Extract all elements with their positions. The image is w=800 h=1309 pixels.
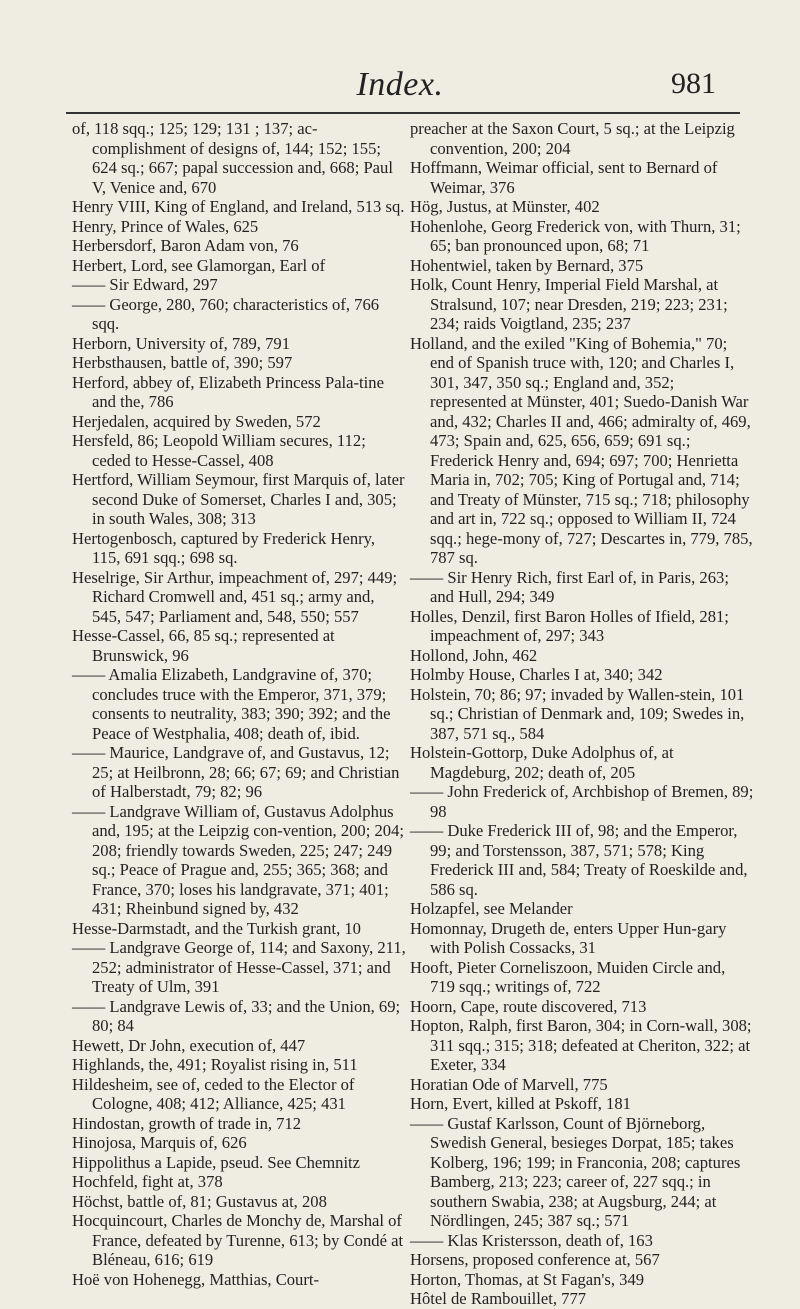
index-entry: —— Landgrave George of, 114; and Saxony, 211, 252; administrator of Hesse-Cassel, 371; and Treaty of Ulm, 391 [72,938,406,996]
index-entry: Homonnay, Drugeth de, enters Upper Hun-gary with Polish Cossacks, 31 [410,918,727,957]
index-entry: Holmby House, Charles I at, 340; 342 [410,665,663,684]
index-entry: —— Gustaf Karlsson, Count of Björneborg, Swedish General, besieges Dorpat, 185; takes Kolberg, 196; 199; in Franconia, 208; captures Bamberg, 213; 223; career of, 227 sqq.; in southern Swabia, 238; at Augsburg, 244; at Nördlingen, 245; 387 sq.; 571 [410,1113,741,1230]
index-entry: —— Landgrave Lewis of, 33; and the Union, 69; 80; 84 [72,996,401,1035]
index-entry: Hoë von Hohenegg, Matthias, Court- [72,1269,320,1289]
index-entry: Hocquincourt, Charles de Monchy de, Marshal of France, defeated by Turenne, 613; by Condé at Bléneau, 616; 619 [72,1211,404,1269]
index-entry: Holstein, 70; 86; 97; invaded by Wallen-stein, 101 sq.; Christian of Denmark and, 109; Swedes in, 387, 571 sq., 584 [410,684,745,743]
index-entry: —— Sir Edward, 297 [72,275,218,294]
index-entry: Hög, Justus, at Münster, 402 [410,197,600,216]
index-entry: Hoffmann, Weimar official, sent to Bernard of Weimar, 376 [410,158,718,197]
index-entry: Horsens, proposed conference at, 567 [410,1250,660,1269]
index-entry: Holland, and the exiled "King of Bohemia," 70; end of Spanish truce with, 120; and Charles I, 301, 347, 350 sq.; England and, 352; represented at Münster, 401; Suedo-Danish War and, 432; Charles II and, 466; admiralty of, 469, 473; Spain and, 625, 656, 659; 691 sq.; Frederick Henry and, 694; 697; 700; Henrietta Maria in, 702; 705; King of Portugal and, 714; and Treaty of Münster, 715 sq.; 718; philosophy and art in, 722 sq.; opposed to William II, 724 sqq.; hege-mony of, 727; Descartes in, 779, 785, 787 sq. [410,333,753,567]
index-entry: Highlands, the, 491; Royalist rising in, 511 [72,1055,358,1074]
index-entry: Herbert, Lord, see Glamorgan, Earl of [72,255,326,275]
index-entry: —— John Frederick of, Archbishop of Bremen, 89; 98 [410,782,754,821]
index-entry: Hoorn, Cape, route discovered, 713 [410,996,647,1016]
index-entry: Hollond, John, 462 [410,645,538,665]
index-entry: Herbersdorf, Baron Adam von, 76 [72,236,299,255]
index-entry: Hildesheim, see of, ceded to the Elector of Cologne, 408; 412; Alliance, 425; 431 [72,1074,355,1113]
index-entry: Holstein-Gottorp, Duke Adolphus of, at Magdeburg, 202; death of, 205 [410,743,674,782]
index-entry: Horton, Thomas, at St Fagan's, 349 [410,1269,645,1289]
index-entry: Hochfeld, fight at, 378 [72,1172,223,1191]
index-entry: Holzapfel, see Melander [410,899,573,918]
page-number: 981 [671,67,716,100]
index-entry: Hewett, Dr John, execution of, 447 [72,1035,306,1055]
index-entry: Holk, Count Henry, Imperial Field Marshal, at Stralsund, 107; near Dresden, 219; 223; 231; 234; raids Voigtland, 235; 237 [410,275,728,333]
index-entry: Herjedalen, acquired by Sweden, 572 [72,411,321,431]
index-entry: —— Landgrave William of, Gustavus Adolphus and, 195; at the Leipzig con-vention, 200; 204; 208; friendly towards Sweden, 225; 247; 249 sq.; Peace of Prague and, 255; 365; 368; and France, 370; loses his landgravate, 371; 401; 431; Rheinbund signed by, 432 [72,801,404,918]
index-entry: —— Maurice, Landgrave of, and Gustavus, 12; 25; at Heilbronn, 28; 66; 67; 69; and Christian of Halberstadt, 79; 82; 96 [72,743,400,801]
index-entry: Henry VIII, King of England, and Ireland, 513 sq. [72,197,405,216]
index-entry: Horn, Evert, killed at Pskoff, 181 [410,1094,631,1113]
index-entry: Herford, abbey of, Elizabeth Princess Pala-tine and the, 786 [72,372,384,411]
index-entry: of, 118 sqq.; 125; 129; 131 ; 137; ac-complishment of designs of, 144; 152; 155; 624 sq.; 667; papal succession and, 668; Paul V, Venice and, 670 [72,119,393,197]
index-entry: —— Duke Frederick III of, 98; and the Emperor, 99; and Torstensson, 387, 571; 578; King Frederick III and, 584; Treaty of Roeskilde and, 586 sq. [410,821,748,899]
index-entry: Hesse-Cassel, 66, 85 sq.; represented at Brunswick, 96 [72,626,335,665]
page-header [0,0,800,120]
index-entry: Hersfeld, 86; Leopold William secures, 112; ceded to Hesse-Cassel, 408 [72,431,366,470]
index-entry: Hesse-Darmstadt, and the Turkish grant, 10 [72,918,361,938]
index-entry: Hohenlohe, Georg Frederick von, with Thurn, 31; 65; ban pronounced upon, 68; 71 [410,216,741,255]
index-entry: Horatian Ode of Marvell, 775 [410,1074,608,1094]
index-entry: Hertogenbosch, captured by Frederick Henry, 115, 691 sqq.; 698 sq. [72,528,376,567]
index-entry: —— Klas Kristersson, death of, 163 [410,1230,653,1250]
index-entry: Heselrige, Sir Arthur, impeachment of, 297; 449; Richard Cromwell and, 451 sq.; army and, 545, 547; Parliament and, 548, 550; 557 [72,567,398,626]
index-entry: Hinojosa, Marquis of, 626 [72,1133,247,1152]
index-column-right [410,119,754,1309]
index-column-left [72,119,407,1289]
index-entry: Hôtel de Rambouillet, 777 [410,1289,587,1308]
index-entry: —— Amalia Elizabeth, Landgravine of, 370; concludes truce with the Emperor, 371, 379; consents to neutrality, 383; 390; 392; and the Peace of Westphalia, 408; death of, ibid. [72,665,391,743]
index-entry: Hertford, William Seymour, first Marquis of, later second Duke of Somerset, Charles I and, 305; in south Wales, 308; 313 [72,470,405,528]
index-entry: preacher at the Saxon Court, 5 sq.; at the Leipzig convention, 200; 204 [410,119,735,158]
index-entry: Hippolithus a Lapide, pseud. See Chemnitz [72,1152,361,1172]
page-title: Index. [356,66,444,103]
index-entry: —— Sir Henry Rich, first Earl of, in Paris, 263; and Hull, 294; 349 [410,567,729,606]
index-entry: Hohentwiel, taken by Bernard, 375 [410,255,644,275]
index-entry: Höchst, battle of, 81; Gustavus at, 208 [72,1191,327,1211]
index-entry: Holles, Denzil, first Baron Holles of Ifield, 281; impeachment of, 297; 343 [410,606,729,645]
index-entry: —— George, 280, 760; characteristics of, 766 sqq. [72,294,380,333]
index-entry: Henry, Prince of Wales, 625 [72,216,259,236]
index-entry: Hindostan, growth of trade in, 712 [72,1113,302,1133]
header-rule [66,112,740,114]
index-entry: Herborn, University of, 789, 791 [72,333,290,353]
index-entry: Hopton, Ralph, first Baron, 304; in Corn-wall, 308; 311 sqq.; 315; 318; defeated at Cheriton, 322; at Exeter, 334 [410,1016,752,1074]
index-entry: Hooft, Pieter Corneliszoon, Muiden Circle and, 719 sqq.; writings of, 722 [410,957,726,996]
index-entry: Herbsthausen, battle of, 390; 597 [72,353,293,372]
